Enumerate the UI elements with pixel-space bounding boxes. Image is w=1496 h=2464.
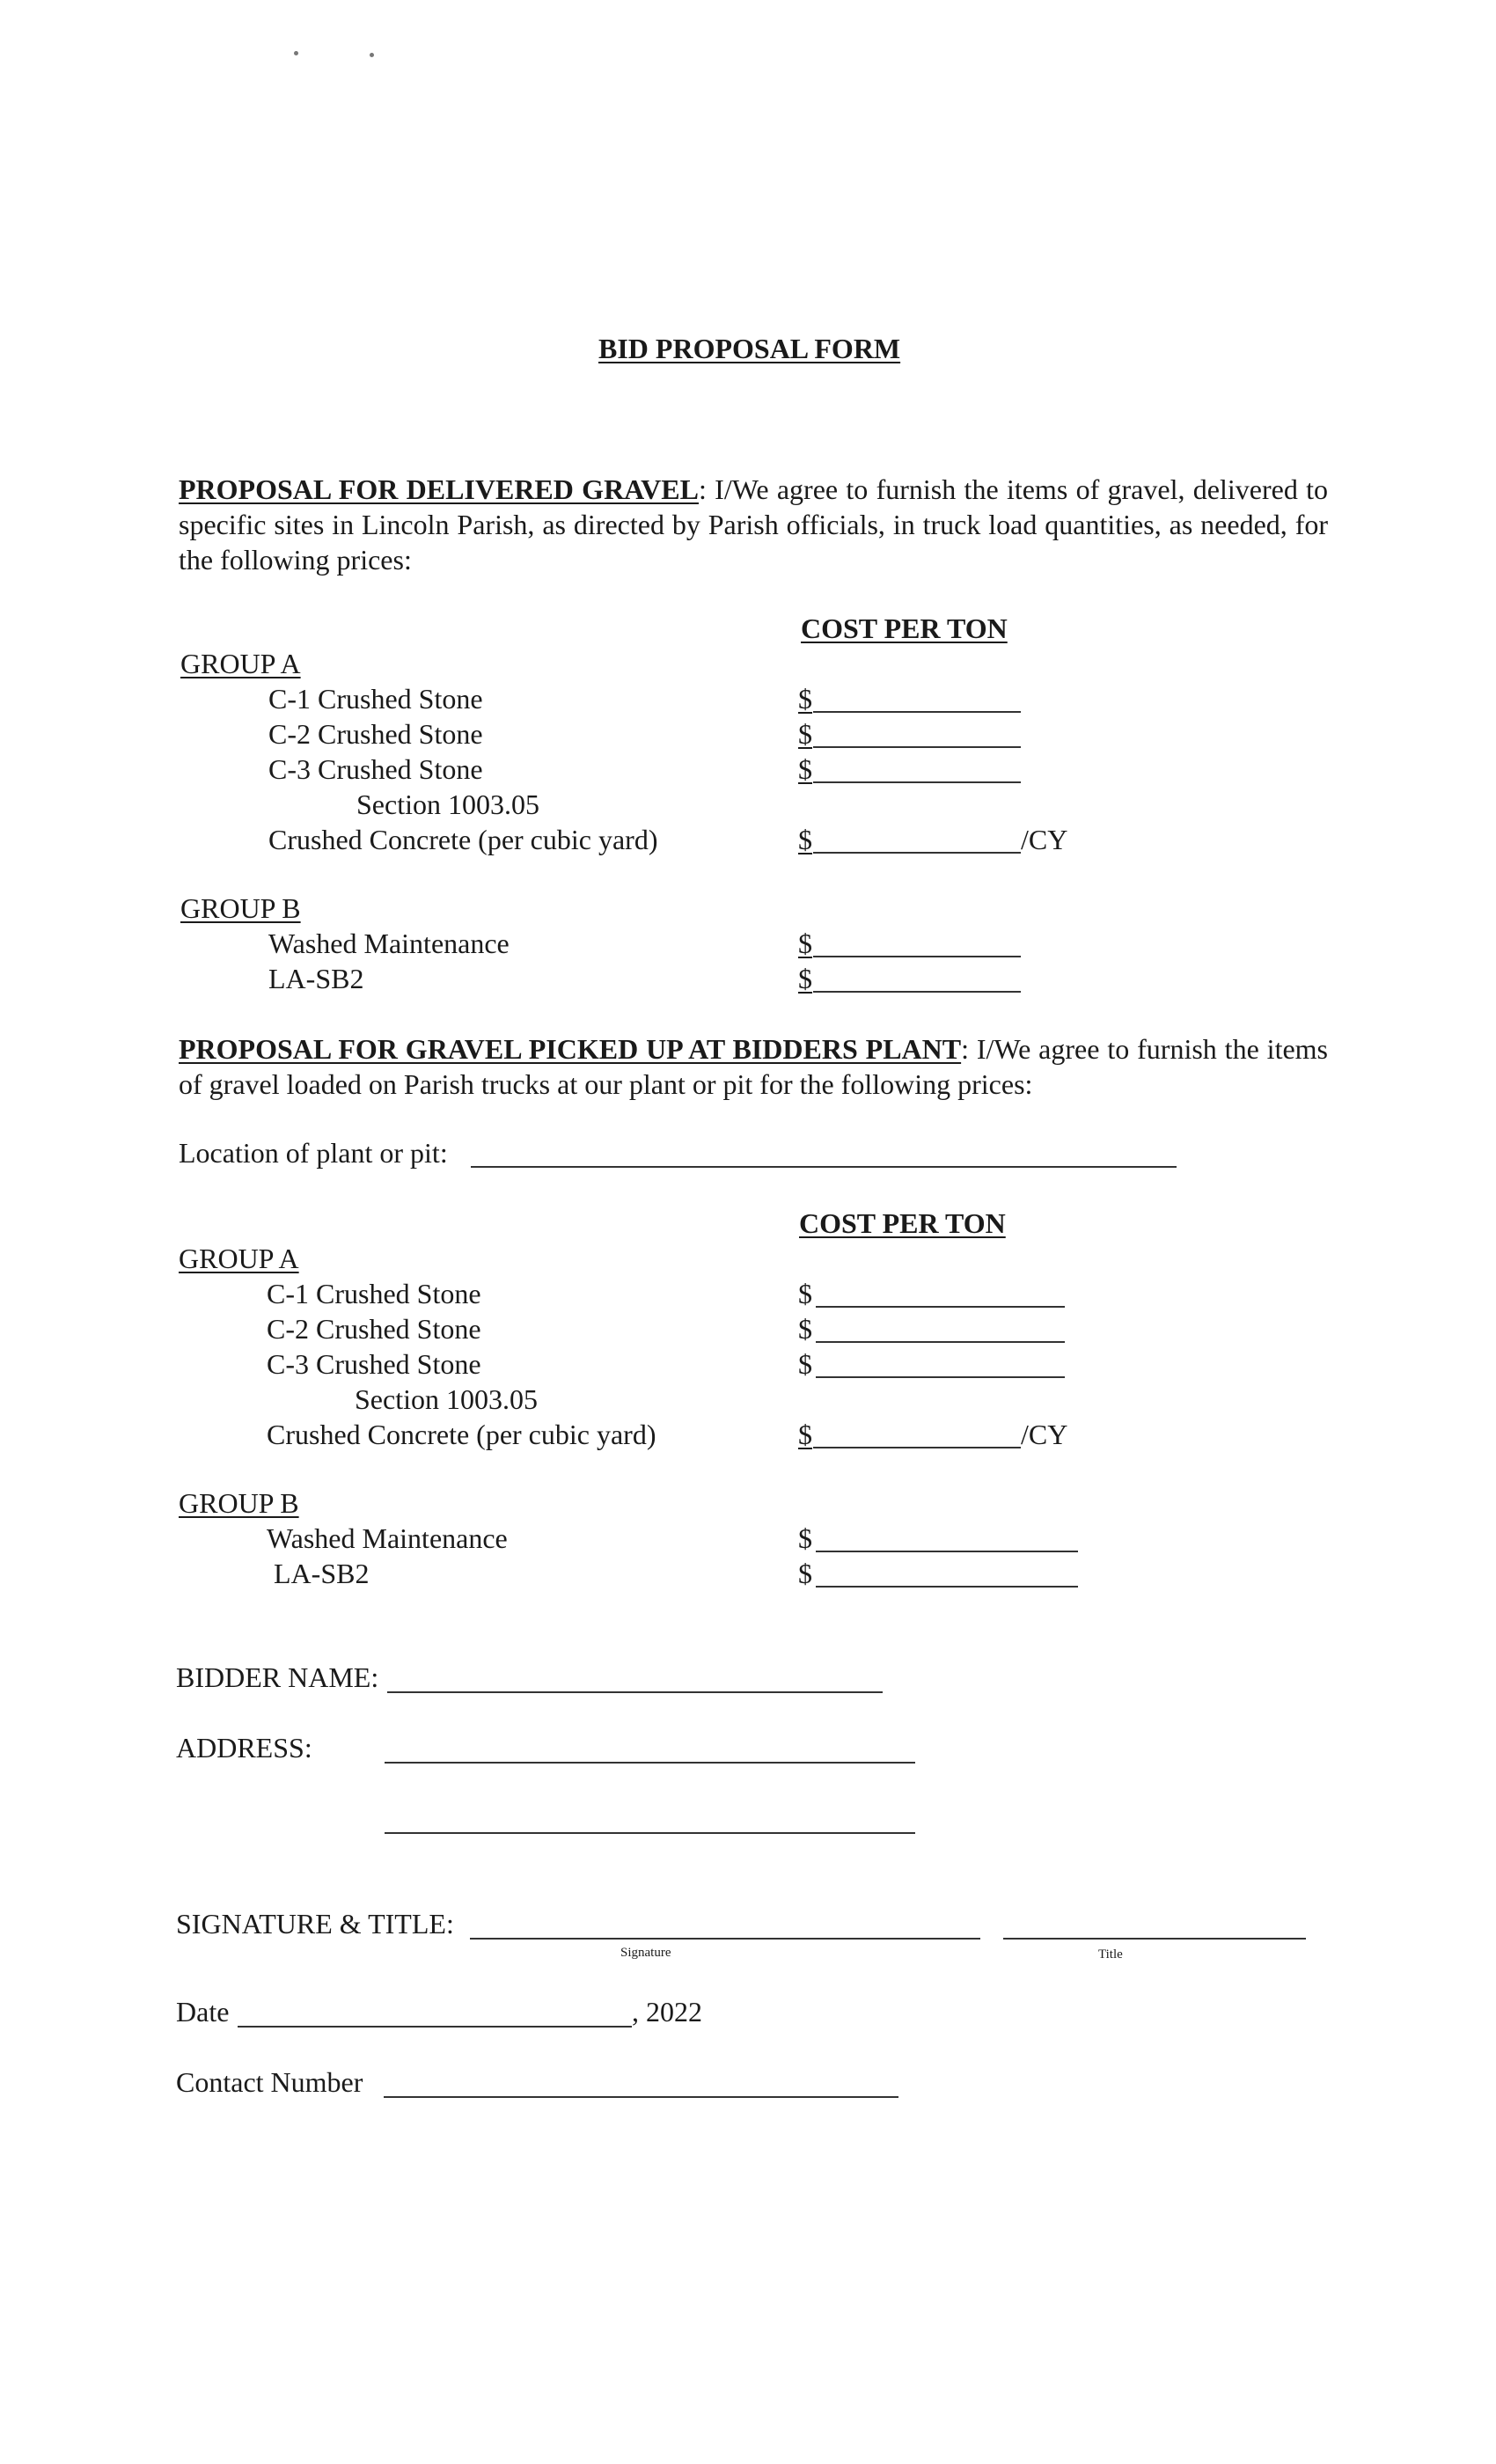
date-label: Date [176, 1996, 230, 2028]
delivered-lasb2-dollar: $ [798, 963, 812, 994]
delivered-item-concrete: Crushed Concrete (per cubic yard) [268, 824, 658, 855]
pickup-section-note: Section 1003.05 [355, 1383, 538, 1415]
pickup-location-field[interactable] [471, 1166, 1177, 1168]
delivered-item-c1: C-1 Crushed Stone [268, 683, 483, 715]
pickup-item-washed: Washed Maintenance [267, 1522, 508, 1554]
pickup-c2-dollar: $ [798, 1313, 812, 1345]
date-field[interactable] [238, 2026, 632, 2028]
delivered-concrete-dollar: $ [798, 824, 812, 855]
delivered-c3-price-field[interactable] [813, 781, 1021, 783]
delivered-washed-dollar: $ [798, 928, 812, 959]
delivered-concrete-price-field[interactable] [813, 852, 1021, 854]
delivered-intro-text: : I/We agree to furnish the items of gravel, delivered to specific sites in Lincoln Parish, as directed by Parish officials, in truck load quantities, as needed, for the following prices: [179, 473, 1329, 576]
pickup-washed-price-field[interactable] [816, 1551, 1078, 1552]
signature-title-label: SIGNATURE & TITLE: [176, 1908, 454, 1940]
bidder-name-field[interactable] [387, 1691, 883, 1693]
pickup-c1-price-field[interactable] [816, 1306, 1065, 1308]
bidder-name-label: BIDDER NAME: [176, 1661, 379, 1693]
pickup-concrete-unit: /CY [1021, 1419, 1068, 1450]
scan-speck [294, 51, 298, 55]
delivered-c2-price-field[interactable] [813, 746, 1021, 748]
delivered-item-washed: Washed Maintenance [268, 928, 510, 959]
delivered-concrete-unit: /CY [1021, 824, 1068, 855]
pickup-group-a: GROUP A [179, 1243, 299, 1274]
delivered-intro [179, 472, 1328, 577]
delivered-lasb2-price-field[interactable] [813, 991, 1021, 993]
page-title: BID PROPOSAL FORM [598, 333, 901, 364]
delivered-washed-price-field[interactable] [813, 956, 1021, 957]
pickup-cost-header: COST PER TON [799, 1207, 1006, 1239]
delivered-section-note: Section 1003.05 [356, 788, 539, 820]
delivered-group-b: GROUP B [180, 892, 301, 924]
delivered-item-c3: C-3 Crushed Stone [268, 753, 483, 785]
pickup-intro-text: : I/We agree to furnish the items of gravel loaded on Parish trucks at our plant or pit for the following prices: [179, 1033, 1329, 1100]
pickup-location-label: Location of plant or pit: [179, 1137, 448, 1169]
signature-field[interactable] [470, 1938, 980, 1940]
address-field-line-2[interactable] [385, 1832, 915, 1834]
pickup-c1-dollar: $ [798, 1278, 812, 1309]
title-caption: Title [1098, 1947, 1123, 1962]
date-year: , 2022 [632, 1996, 702, 2028]
pickup-item-c1: C-1 Crushed Stone [267, 1278, 481, 1309]
address-label: ADDRESS: [176, 1732, 312, 1764]
pickup-item-c2: C-2 Crushed Stone [267, 1313, 481, 1345]
pickup-concrete-dollar: $ [798, 1419, 812, 1450]
scan-speck [370, 53, 374, 57]
pickup-c3-price-field[interactable] [816, 1376, 1065, 1378]
delivered-cost-header: COST PER TON [801, 612, 1008, 644]
address-field-line-1[interactable] [385, 1762, 915, 1764]
pickup-intro [179, 1031, 1328, 1102]
contact-number-label: Contact Number [176, 2066, 363, 2098]
pickup-item-c3: C-3 Crushed Stone [267, 1348, 481, 1380]
pickup-lasb2-price-field[interactable] [816, 1586, 1078, 1588]
delivered-group-a: GROUP A [180, 648, 301, 679]
delivered-item-c2: C-2 Crushed Stone [268, 718, 483, 750]
pickup-concrete-price-field[interactable] [813, 1447, 1021, 1448]
signature-caption: Signature [620, 1946, 671, 1960]
delivered-heading: PROPOSAL FOR DELIVERED GRAVEL [179, 473, 699, 505]
delivered-c3-dollar: $ [798, 753, 812, 785]
title-field[interactable] [1003, 1938, 1306, 1940]
delivered-c1-dollar: $ [798, 683, 812, 715]
pickup-lasb2-dollar: $ [798, 1558, 812, 1589]
pickup-c2-price-field[interactable] [816, 1341, 1065, 1343]
pickup-item-concrete: Crushed Concrete (per cubic yard) [267, 1419, 656, 1450]
contact-number-field[interactable] [384, 2096, 898, 2098]
pickup-washed-dollar: $ [798, 1522, 812, 1554]
delivered-item-lasb2: LA-SB2 [268, 963, 364, 994]
delivered-c1-price-field[interactable] [813, 711, 1021, 713]
pickup-group-b: GROUP B [179, 1487, 299, 1519]
pickup-c3-dollar: $ [798, 1348, 812, 1380]
pickup-heading: PROPOSAL FOR GRAVEL PICKED UP AT BIDDERS PLANT [179, 1033, 962, 1065]
pickup-item-lasb2: LA-SB2 [274, 1558, 370, 1589]
delivered-c2-dollar: $ [798, 718, 812, 750]
